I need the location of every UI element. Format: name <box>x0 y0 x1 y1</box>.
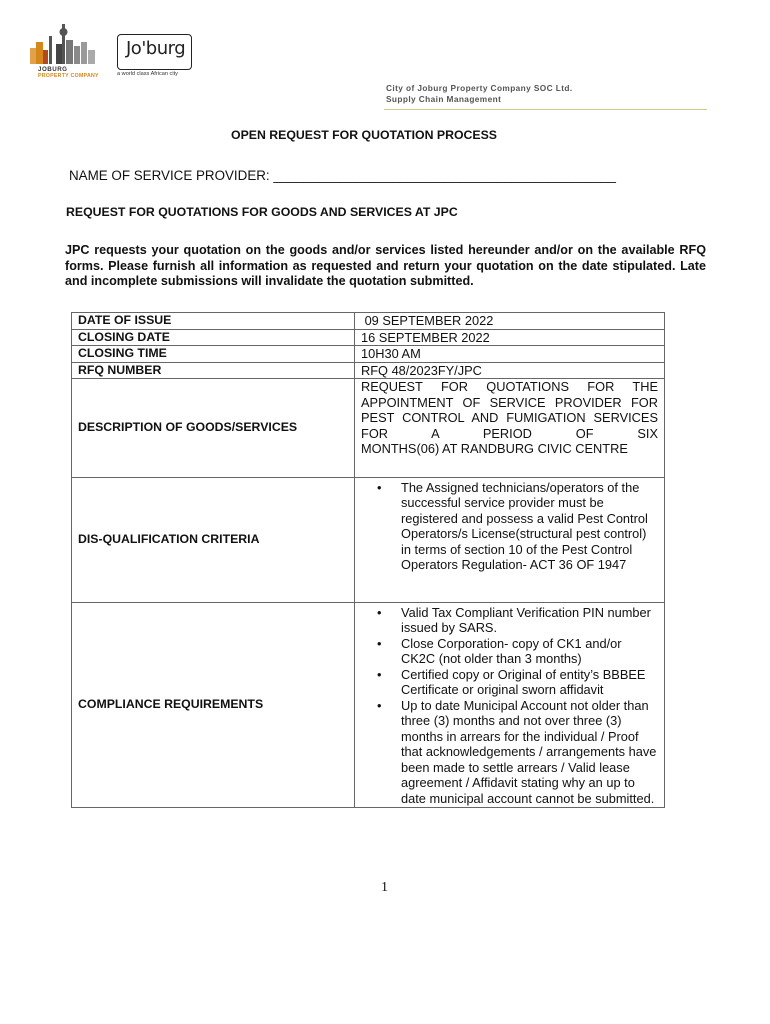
closing-date-value: 16 SEPTEMBER 2022 <box>355 329 665 346</box>
document-title: OPEN REQUEST FOR QUOTATION PROCESS <box>231 128 497 142</box>
table-row <box>72 346 665 363</box>
description-text: REQUEST FOR QUOTATIONS FOR THE APPOINTMENT OF SERVICE PROVIDER FOR PEST CONTROL AND FUMIGATION SERVICES FOR A PERIOD OF SIX <box>361 379 658 441</box>
company-header <box>386 83 573 105</box>
compliance-label: COMPLIANCE REQUIREMENTS <box>72 602 355 808</box>
list-item: • Valid Tax Compliant Verification PIN number issued by SARS. <box>361 605 658 636</box>
disqualification-label: DIS-QUALIFICATION CRITERIA <box>72 477 355 602</box>
list-item: • Close Corporation- copy of CK1 and/or CK2C (not older than 3 months) <box>361 636 658 667</box>
closing-time-label: CLOSING TIME <box>72 346 355 363</box>
list-item: • The Assigned technicians/operators of the successful service provider must be registered and possess a valid Pest Control Operators/s License(structural pest control) in terms of section 10 of the Pest Control Operators Regulation- ACT 36 OF 1947 <box>361 480 658 573</box>
description-value <box>355 379 665 478</box>
jpc-logo-text: JOBURG <box>38 66 68 73</box>
closing-date-label: CLOSING DATE <box>72 329 355 346</box>
table-row <box>72 602 665 808</box>
rfq-details-table <box>71 312 665 808</box>
date-of-issue-value: 09 SEPTEMBER 2022 <box>355 313 665 330</box>
jpc-logo-subtext: PROPERTY COMPANY <box>38 73 99 79</box>
closing-time-value: 10H30 AM <box>355 346 665 363</box>
list-item: • Certified copy or Original of entity’s BBBEE Certificate or original sworn affidavit <box>361 667 658 698</box>
service-provider-name-line: NAME OF SERVICE PROVIDER: ______________________________________________ <box>69 168 616 183</box>
table-row <box>72 313 665 330</box>
table-row <box>72 362 665 379</box>
table-row <box>72 477 665 602</box>
rfq-number-value: RFQ 48/2023FY/JPC <box>355 362 665 379</box>
intro-paragraph: JPC requests your quotation on the goods and/or services listed hereunder and/or on the available RFQ forms. Please furnish all information as requested and return your quotation on the date stipulated. Late and incomplete submissions will invalidate the quotation submitted. <box>65 243 706 289</box>
rfq-number-label: RFQ NUMBER <box>72 362 355 379</box>
page-number: 1 <box>381 880 388 895</box>
description-text-last: MONTHS(06) AT RANDBURG CIVIC CENTRE <box>361 441 628 456</box>
table-row <box>72 329 665 346</box>
department-name: Supply Chain Management <box>386 94 502 104</box>
company-name: City of Joburg Property Company SOC Ltd. <box>386 83 573 93</box>
section-heading: REQUEST FOR QUOTATIONS FOR GOODS AND SERVICES AT JPC <box>66 205 458 219</box>
header-divider <box>384 109 707 110</box>
compliance-list <box>361 605 658 807</box>
disqualification-list <box>361 480 658 573</box>
table-row <box>72 379 665 478</box>
date-of-issue-label: DATE OF ISSUE <box>72 313 355 330</box>
compliance-value <box>355 602 665 808</box>
joburg-tagline: a world class African city <box>117 71 178 77</box>
description-label: DESCRIPTION OF GOODS/SERVICES <box>72 379 355 478</box>
list-item: • Up to date Municipal Account not older than three (3) months and not over three (3) months in arrears for the individual / Proof that acknowledgements / arrangements have been made to settle arrears / Valid lease agreement / Affidavit stating why an up to date municipal account cannot be submitted. <box>361 698 658 807</box>
disqualification-value <box>355 477 665 602</box>
joburg-logo-word: Jo'burg <box>126 38 186 59</box>
